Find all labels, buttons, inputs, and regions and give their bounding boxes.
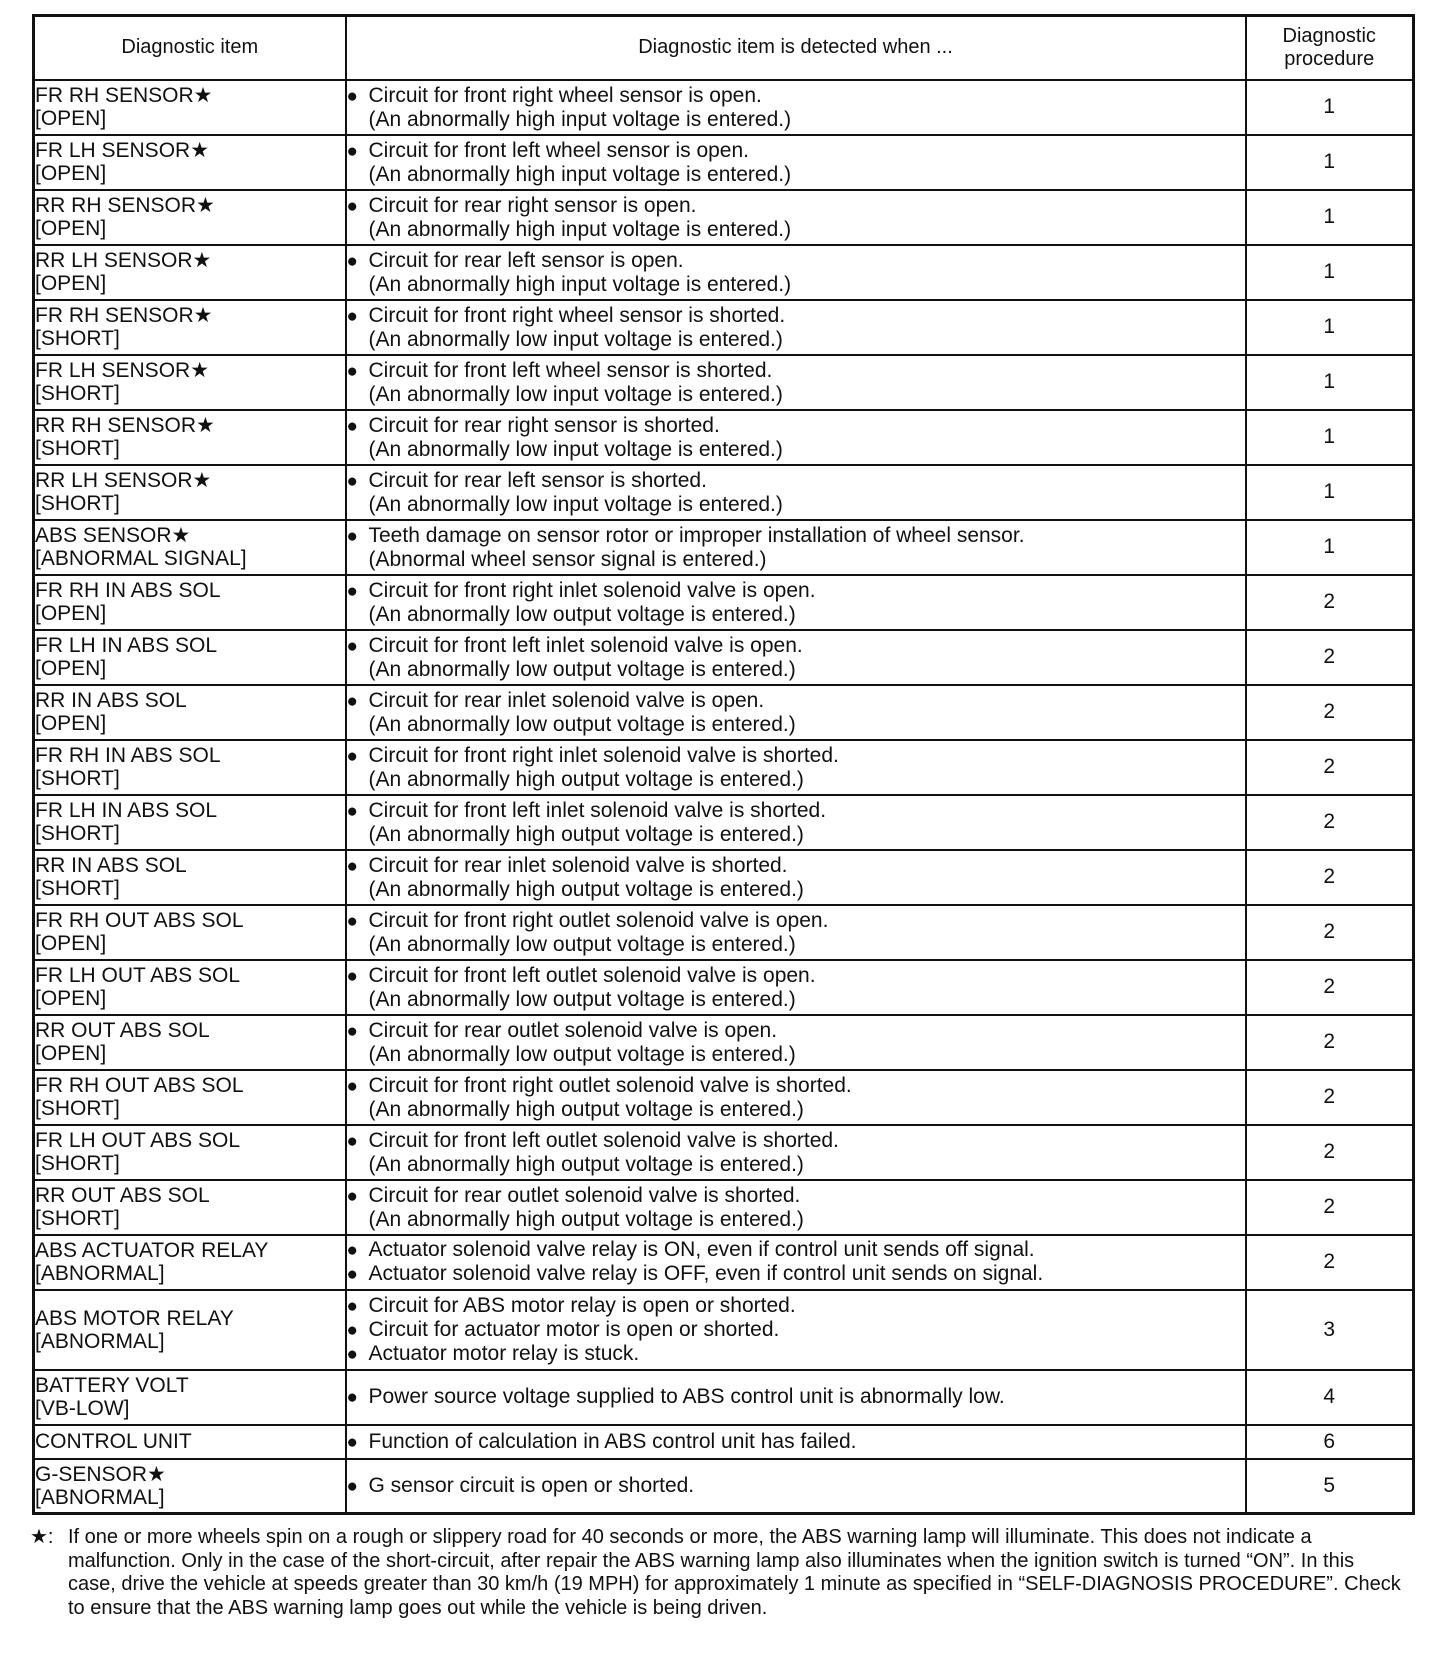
- diagnostic-item-name: RR IN ABS SOL: [35, 854, 187, 877]
- condition-note: (An abnormally low output voltage is entered.): [368, 657, 796, 681]
- condition-note: (An abnormally high input voltage is entered.): [368, 162, 792, 186]
- diagnostic-procedure-number: 1: [1246, 190, 1414, 245]
- bullet-icon: ●: [346, 635, 358, 657]
- condition-line: [347, 414, 1245, 438]
- diagnostic-item-name: ABS MOTOR RELAY: [35, 1306, 234, 1330]
- diagnostic-item-status: [SHORT]: [35, 822, 120, 845]
- detection-condition-cell: [346, 575, 1246, 630]
- diagnostic-item-status: [OPEN]: [35, 162, 107, 185]
- bullet-icon: ●: [346, 1240, 358, 1261]
- condition-line: [347, 1184, 1245, 1208]
- condition-line: [347, 1474, 1245, 1498]
- diagnostic-item-name: BATTERY VOLT: [35, 1374, 189, 1397]
- condition-line: [347, 1129, 1245, 1153]
- bullet-icon: ●: [346, 690, 358, 712]
- table-row: [34, 245, 1414, 300]
- diagnostic-procedure-number: 1: [1246, 300, 1414, 355]
- table-row: [34, 300, 1414, 355]
- diagnostic-item-name: RR IN ABS SOL: [35, 689, 187, 712]
- bullet-icon: ●: [346, 855, 358, 877]
- diagnostic-item-status: [VB-LOW]: [35, 1397, 130, 1420]
- diagnostic-item-cell: [34, 190, 346, 245]
- detection-condition-cell: [346, 1180, 1246, 1235]
- condition-text: Circuit for rear right sensor is shorted.: [368, 413, 720, 437]
- condition-note: (An abnormally low output voltage is entered.): [368, 932, 796, 956]
- condition-text: Circuit for rear left sensor is open.: [368, 248, 684, 272]
- condition-text: Circuit for front left outlet solenoid valve is open.: [368, 963, 816, 987]
- diagnostic-item-cell: [34, 1125, 346, 1180]
- condition-text: Circuit for ABS motor relay is open or shorted.: [368, 1293, 796, 1317]
- diagnostic-procedure-number: 2: [1246, 1070, 1414, 1125]
- condition-text: Circuit for front right outlet solenoid valve is open.: [368, 908, 829, 932]
- condition-note: (An abnormally low input voltage is entered.): [368, 327, 783, 351]
- condition-line: [347, 1238, 1245, 1262]
- diagnostic-item-cell: [34, 1370, 346, 1425]
- detection-condition-cell: [346, 135, 1246, 190]
- diagnostic-item-name: FR LH IN ABS SOL: [35, 799, 218, 822]
- footnote-mark: ★:: [30, 1526, 54, 1548]
- detection-condition-cell: [346, 520, 1246, 575]
- condition-text: Circuit for front left wheel sensor is open.: [368, 138, 750, 162]
- diagnostic-item-name: FR LH OUT ABS SOL: [35, 964, 241, 987]
- condition-line: [347, 1342, 1245, 1366]
- condition-text: Power source voltage supplied to ABS control unit is abnormally low.: [368, 1385, 1005, 1408]
- diagnostic-procedure-number: 2: [1246, 575, 1414, 630]
- condition-text: Circuit for actuator motor is open or shorted.: [368, 1317, 780, 1341]
- detection-condition-cell: [346, 960, 1246, 1015]
- diagnostic-item-name: FR LH SENSOR★: [35, 139, 210, 162]
- condition-line: [347, 1385, 1245, 1409]
- condition-line: [347, 744, 1245, 768]
- condition-line: [347, 1074, 1245, 1098]
- condition-line: [347, 964, 1245, 988]
- diagnostic-item-name: ABS ACTUATOR RELAY: [35, 1239, 269, 1262]
- condition-note: (An abnormally high input voltage is entered.): [368, 272, 792, 296]
- condition-text: Circuit for rear right sensor is open.: [368, 193, 697, 217]
- condition-note: (An abnormally low input voltage is entered.): [368, 382, 783, 406]
- diagnostic-item-status: [ABNORMAL SIGNAL]: [35, 547, 247, 570]
- bullet-icon: ●: [346, 1431, 358, 1453]
- diagnostic-item-name: FR LH IN ABS SOL: [35, 634, 218, 657]
- detection-condition-cell: [346, 685, 1246, 740]
- condition-text: Actuator solenoid valve relay is OFF, even if control unit sends on signal.: [368, 1262, 1044, 1285]
- detection-condition-cell: [346, 300, 1246, 355]
- diagnostic-item-name: FR RH IN ABS SOL: [35, 579, 221, 602]
- detection-condition-cell: [346, 245, 1246, 300]
- table-row: [34, 1425, 1414, 1459]
- diagnostic-procedure-number: 2: [1246, 1125, 1414, 1180]
- condition-text: Function of calculation in ABS control unit has failed.: [368, 1429, 857, 1453]
- diagnostic-item-status: [SHORT]: [35, 382, 120, 405]
- diagnostic-procedure-number: 1: [1246, 245, 1414, 300]
- diagnostic-item-status: [OPEN]: [35, 712, 107, 735]
- condition-line: [347, 1318, 1245, 1342]
- diagnostic-procedure-number: 2: [1246, 685, 1414, 740]
- table-body: [34, 80, 1414, 1514]
- diagnostic-item-cell: [34, 80, 346, 135]
- condition-line: [347, 1294, 1245, 1318]
- condition-text: Circuit for front left wheel sensor is shorted.: [368, 358, 773, 382]
- condition-line: [347, 1430, 1245, 1454]
- header-detected-when: Diagnostic item is detected when ...: [346, 16, 1246, 80]
- condition-note: (An abnormally low output voltage is entered.): [368, 602, 796, 626]
- diagnostic-item-cell: [34, 685, 346, 740]
- condition-text: Circuit for front right wheel sensor is open.: [368, 83, 762, 107]
- table-row: [34, 1459, 1414, 1514]
- diagnostic-item-status: [SHORT]: [35, 1097, 120, 1120]
- diagnostic-procedure-number: 2: [1246, 630, 1414, 685]
- condition-text: Circuit for rear outlet solenoid valve is open.: [368, 1018, 778, 1042]
- diagnostic-procedure-number: 1: [1246, 135, 1414, 190]
- diagnostic-item-cell: [34, 905, 346, 960]
- header-diagnostic-item: Diagnostic item: [34, 16, 346, 80]
- condition-text: Circuit for front right inlet solenoid valve is shorted.: [368, 743, 839, 767]
- table-row: [34, 410, 1414, 465]
- condition-text: Actuator solenoid valve relay is ON, even if control unit sends off signal.: [368, 1238, 1035, 1261]
- table-row: [34, 520, 1414, 575]
- bullet-icon: ●: [346, 305, 358, 327]
- diagnostic-item-cell: [34, 245, 346, 300]
- table-row: [34, 1180, 1414, 1235]
- detection-condition-cell: [346, 1459, 1246, 1514]
- condition-note: (Abnormal wheel sensor signal is entered.): [368, 547, 767, 571]
- diagnostic-item-name: RR RH SENSOR★: [35, 414, 215, 437]
- detection-condition-cell: [346, 355, 1246, 410]
- diagnostic-item-cell: [34, 1180, 346, 1235]
- condition-line: [347, 139, 1245, 163]
- condition-note: (An abnormally low output voltage is entered.): [368, 1042, 796, 1066]
- table-row: [34, 960, 1414, 1015]
- condition-text: Circuit for front left inlet solenoid valve is shorted.: [368, 798, 827, 822]
- diagnostic-procedure-number: 1: [1246, 465, 1414, 520]
- table-row: [34, 1370, 1414, 1425]
- diagnostic-procedure-number: 5: [1246, 1459, 1414, 1514]
- table-row: [34, 1125, 1414, 1180]
- condition-line: [347, 249, 1245, 273]
- bullet-icon: ●: [346, 1387, 358, 1408]
- condition-line: [347, 524, 1245, 548]
- diagnostic-item-status: [OPEN]: [35, 932, 107, 955]
- bullet-icon: ●: [346, 580, 358, 602]
- diagnostic-table: [32, 14, 1415, 1515]
- diagnostic-item-status: [SHORT]: [35, 1207, 120, 1230]
- diagnostic-item-status: [OPEN]: [35, 657, 107, 680]
- diagnostic-item-status: [ABNORMAL]: [35, 1262, 165, 1285]
- diagnostic-item-name: RR RH SENSOR★: [35, 194, 215, 217]
- header-procedure-line2: procedure: [1284, 47, 1375, 70]
- diagnostic-item-cell: [34, 740, 346, 795]
- diagnostic-procedure-number: 2: [1246, 740, 1414, 795]
- diagnostic-procedure-number: 2: [1246, 795, 1414, 850]
- condition-note: (An abnormally low input voltage is entered.): [368, 437, 783, 461]
- diagnostic-item-cell: [34, 850, 346, 905]
- diagnostic-procedure-number: 2: [1246, 905, 1414, 960]
- detection-condition-cell: [346, 1425, 1246, 1459]
- condition-text: Teeth damage on sensor rotor or improper installation of wheel sensor.: [368, 523, 1025, 547]
- detection-condition-cell: [346, 190, 1246, 245]
- table-row: [34, 1015, 1414, 1070]
- diagnostic-procedure-number: 2: [1246, 850, 1414, 905]
- condition-note: (An abnormally high output voltage is entered.): [368, 767, 804, 791]
- diagnostic-item-name: CONTROL UNIT: [35, 1430, 192, 1453]
- table-row: [34, 575, 1414, 630]
- condition-note: (An abnormally high input voltage is entered.): [368, 107, 792, 131]
- table-row: [34, 80, 1414, 135]
- diagnostic-item-status: [SHORT]: [35, 767, 120, 790]
- bullet-icon: ●: [346, 140, 358, 162]
- bullet-icon: ●: [346, 1319, 358, 1341]
- diagnostic-procedure-number: 1: [1246, 410, 1414, 465]
- table-row: [34, 905, 1414, 960]
- condition-line: [347, 909, 1245, 933]
- table-row: [34, 740, 1414, 795]
- bullet-icon: ●: [346, 1264, 358, 1285]
- detection-condition-cell: [346, 465, 1246, 520]
- diagnostic-item-status: [SHORT]: [35, 877, 120, 900]
- detection-condition-cell: [346, 850, 1246, 905]
- detection-condition-cell: [346, 1070, 1246, 1125]
- condition-text: Circuit for front right inlet solenoid valve is open.: [368, 578, 816, 602]
- diagnostic-item-cell: [34, 1290, 346, 1370]
- diagnostic-item-name: FR RH SENSOR★: [35, 84, 213, 107]
- diagnostic-item-name: FR LH SENSOR★: [35, 359, 210, 382]
- detection-condition-cell: [346, 795, 1246, 850]
- diagnostic-item-name: FR RH OUT ABS SOL: [35, 1074, 244, 1097]
- bullet-icon: ●: [346, 745, 358, 767]
- detection-condition-cell: [346, 740, 1246, 795]
- table-row: [34, 685, 1414, 740]
- table-row: [34, 1070, 1414, 1125]
- condition-line: [347, 854, 1245, 878]
- diagnostic-item-cell: [34, 575, 346, 630]
- diagnostic-item-cell: [34, 520, 346, 575]
- bullet-icon: ●: [346, 1130, 358, 1152]
- condition-text: Circuit for front left outlet solenoid valve is shorted.: [368, 1128, 839, 1152]
- table-row: [34, 135, 1414, 190]
- bullet-icon: ●: [346, 1343, 358, 1365]
- diagnostic-item-cell: [34, 300, 346, 355]
- diagnostic-item-cell: [34, 630, 346, 685]
- table-row: [34, 850, 1414, 905]
- condition-line: [347, 304, 1245, 328]
- bullet-icon: ●: [346, 965, 358, 987]
- diagnostic-item-cell: [34, 135, 346, 190]
- bullet-icon: ●: [346, 1295, 358, 1317]
- diagnostic-procedure-number: 2: [1246, 1235, 1414, 1290]
- diagnostic-procedure-number: 3: [1246, 1290, 1414, 1370]
- table-header-row: [34, 16, 1414, 80]
- condition-text: Circuit for rear inlet solenoid valve is shorted.: [368, 853, 788, 877]
- diagnostic-item-status: [ABNORMAL]: [35, 1485, 165, 1509]
- diagnostic-sheet: [32, 14, 1412, 1515]
- footnote-text: If one or more wheels spin on a rough or slippery road for 40 seconds or more, the ABS warning lamp will illuminate. This does not indicate a malfunction. Only in the case of the short-circuit, after repair the ABS warning lamp also illuminates when the ignition switch is turned “ON”. In this case, drive the vehicle at speeds greater than 30 km/h (19 MPH) for approximately 1 minute as specified in “SELF-DIAGNOSIS PROCEDURE”. Check to ensure that the ABS warning lamp goes out while the vehicle is being driven.: [68, 1526, 1401, 1619]
- diagnostic-item-cell: [34, 465, 346, 520]
- diagnostic-item-cell: [34, 1015, 346, 1070]
- bullet-icon: ●: [346, 360, 358, 382]
- bullet-icon: ●: [346, 195, 358, 217]
- diagnostic-item-status: [OPEN]: [35, 107, 107, 130]
- condition-note: (An abnormally high output voltage is entered.): [368, 877, 804, 901]
- bullet-icon: ●: [346, 525, 358, 547]
- diagnostic-item-name: RR OUT ABS SOL: [35, 1019, 210, 1042]
- diagnostic-item-status: [OPEN]: [35, 272, 107, 295]
- condition-text: Circuit for front right outlet solenoid valve is shorted.: [368, 1073, 852, 1097]
- diagnostic-item-name: RR OUT ABS SOL: [35, 1184, 210, 1207]
- condition-note: (An abnormally low output voltage is entered.): [368, 987, 796, 1011]
- bullet-icon: ●: [346, 1020, 358, 1042]
- bullet-icon: ●: [346, 1475, 358, 1497]
- table-row: [34, 630, 1414, 685]
- diagnostic-procedure-number: 2: [1246, 1180, 1414, 1235]
- diagnostic-procedure-number: 2: [1246, 1015, 1414, 1070]
- table-row: [34, 190, 1414, 245]
- diagnostic-item-name: FR RH SENSOR★: [35, 304, 213, 327]
- diagnostic-item-name: RR LH SENSOR★: [35, 469, 212, 492]
- condition-note: (An abnormally high output voltage is entered.): [368, 1207, 804, 1231]
- detection-condition-cell: [346, 1235, 1246, 1290]
- detection-condition-cell: [346, 905, 1246, 960]
- condition-text: Circuit for front left inlet solenoid valve is open.: [368, 633, 803, 657]
- bullet-icon: ●: [346, 415, 358, 437]
- diagnostic-item-cell: [34, 1459, 346, 1514]
- diagnostic-procedure-number: 2: [1246, 960, 1414, 1015]
- detection-condition-cell: [346, 1290, 1246, 1370]
- detection-condition-cell: [346, 1370, 1246, 1425]
- detection-condition-cell: [346, 1125, 1246, 1180]
- condition-line: [347, 689, 1245, 713]
- diagnostic-item-cell: [34, 1235, 346, 1290]
- diagnostic-procedure-number: 1: [1246, 355, 1414, 410]
- bullet-icon: ●: [346, 85, 358, 107]
- condition-line: [347, 194, 1245, 218]
- bullet-icon: ●: [346, 910, 358, 932]
- diagnostic-item-cell: [34, 1425, 346, 1459]
- diagnostic-item-status: [OPEN]: [35, 217, 107, 240]
- condition-note: (An abnormally high input voltage is entered.): [368, 217, 792, 241]
- diagnostic-item-cell: [34, 410, 346, 465]
- condition-line: [347, 579, 1245, 603]
- condition-text: G sensor circuit is open or shorted.: [368, 1473, 695, 1497]
- diagnostic-procedure-number: 1: [1246, 80, 1414, 135]
- diagnostic-item-status: [ABNORMAL]: [35, 1329, 165, 1353]
- diagnostic-item-status: [OPEN]: [35, 1042, 107, 1065]
- bullet-icon: ●: [346, 1075, 358, 1097]
- condition-note: (An abnormally high output voltage is entered.): [368, 822, 804, 846]
- diagnostic-item-cell: [34, 1070, 346, 1125]
- header-diagnostic-procedure: [1246, 16, 1414, 80]
- diagnostic-item-status: [OPEN]: [35, 602, 107, 625]
- table-row: [34, 795, 1414, 850]
- diagnostic-item-status: [SHORT]: [35, 437, 120, 460]
- footnote: [30, 1526, 1406, 1620]
- detection-condition-cell: [346, 1015, 1246, 1070]
- diagnostic-item-cell: [34, 355, 346, 410]
- bullet-icon: ●: [346, 800, 358, 822]
- detection-condition-cell: [346, 80, 1246, 135]
- diagnostic-item-name: ABS SENSOR★: [35, 524, 191, 547]
- condition-note: (An abnormally low input voltage is entered.): [368, 492, 783, 516]
- condition-line: [347, 359, 1245, 383]
- condition-line: [347, 1019, 1245, 1043]
- diagnostic-item-name: G-SENSOR★: [35, 1462, 166, 1486]
- detection-condition-cell: [346, 410, 1246, 465]
- diagnostic-procedure-number: 6: [1246, 1425, 1414, 1459]
- diagnostic-item-status: [SHORT]: [35, 492, 120, 515]
- condition-line: [347, 634, 1245, 658]
- condition-note: (An abnormally low output voltage is entered.): [368, 712, 796, 736]
- condition-text: Circuit for rear left sensor is shorted.: [368, 468, 707, 492]
- condition-note: (An abnormally high output voltage is entered.): [368, 1152, 804, 1176]
- table-row: [34, 1290, 1414, 1370]
- diagnostic-item-status: [SHORT]: [35, 327, 120, 350]
- condition-note: (An abnormally high output voltage is entered.): [368, 1097, 804, 1121]
- diagnostic-procedure-number: 1: [1246, 520, 1414, 575]
- table-row: [34, 355, 1414, 410]
- diagnostic-item-status: [OPEN]: [35, 987, 107, 1010]
- diagnostic-item-name: FR RH IN ABS SOL: [35, 744, 221, 767]
- diagnostic-item-name: RR LH SENSOR★: [35, 249, 212, 272]
- bullet-icon: ●: [346, 470, 358, 492]
- table-row: [34, 465, 1414, 520]
- bullet-icon: ●: [346, 1185, 358, 1207]
- diagnostic-procedure-number: 4: [1246, 1370, 1414, 1425]
- condition-line: [347, 1262, 1245, 1286]
- condition-line: [347, 469, 1245, 493]
- diagnostic-item-cell: [34, 795, 346, 850]
- condition-line: [347, 84, 1245, 108]
- diagnostic-item-status: [SHORT]: [35, 1152, 120, 1175]
- condition-text: Actuator motor relay is stuck.: [368, 1341, 640, 1365]
- header-procedure-line1: Diagnostic: [1282, 24, 1376, 47]
- condition-text: Circuit for front right wheel sensor is shorted.: [368, 303, 786, 327]
- diagnostic-item-cell: [34, 960, 346, 1015]
- condition-text: Circuit for rear inlet solenoid valve is open.: [368, 688, 765, 712]
- condition-text: Circuit for rear outlet solenoid valve is shorted.: [368, 1183, 801, 1207]
- diagnostic-item-name: FR LH OUT ABS SOL: [35, 1129, 241, 1152]
- diagnostic-item-name: FR RH OUT ABS SOL: [35, 909, 244, 932]
- condition-line: [347, 799, 1245, 823]
- bullet-icon: ●: [346, 250, 358, 272]
- table-row: [34, 1235, 1414, 1290]
- detection-condition-cell: [346, 630, 1246, 685]
